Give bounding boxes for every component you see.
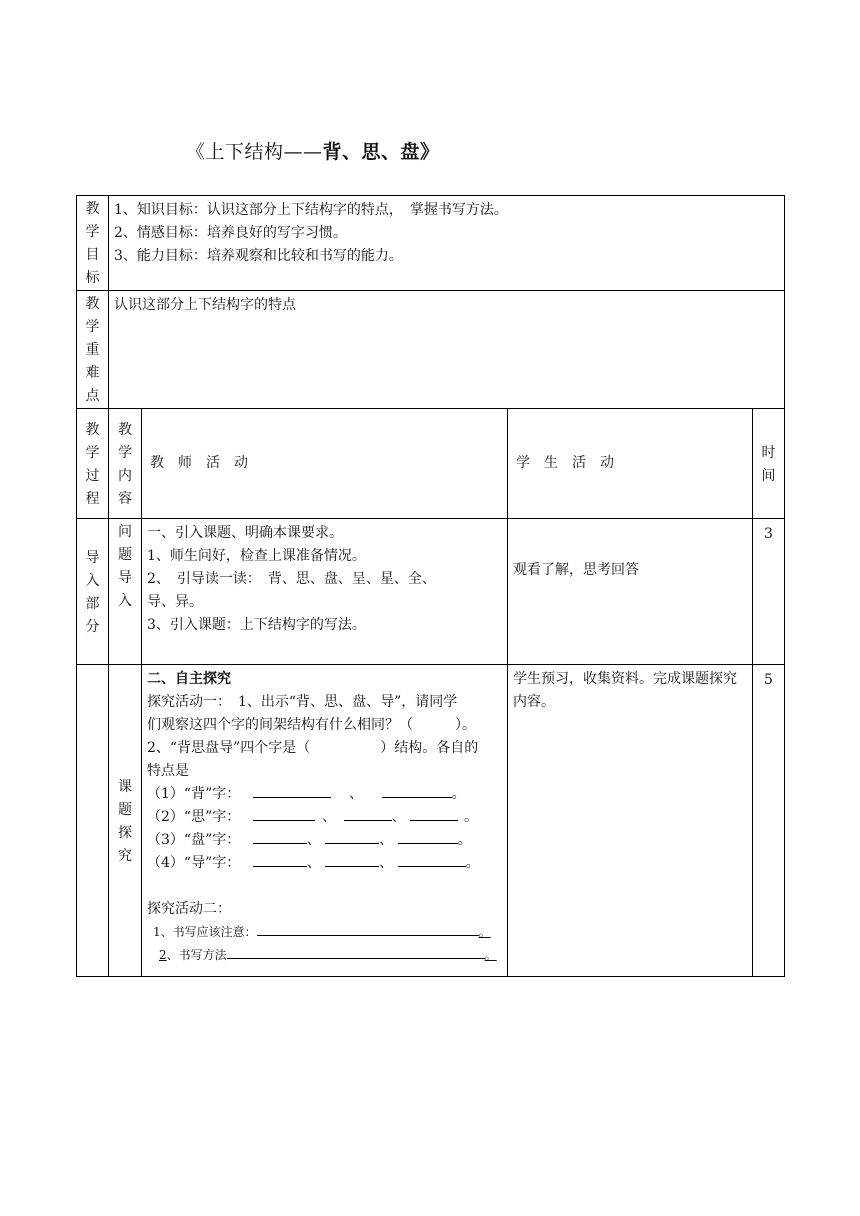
goal-line: 3、能力目标：培养观察和比较和书写的能力。 bbox=[114, 248, 403, 264]
feature-item: （1）“背”字： 、 。 bbox=[147, 783, 503, 806]
write-note-1: 1、书写应该注意： 。 bbox=[147, 921, 503, 944]
intro-line: 导、异。 bbox=[147, 594, 203, 610]
activity2-label: 探究活动二： bbox=[147, 901, 231, 917]
activity-line: 探究活动一： 1、出示“背、思、盘、导”，请同学 bbox=[147, 694, 458, 710]
intro-line: 1、师生问好，检查上课准备情况。 bbox=[147, 548, 366, 564]
explore-student-activity: 学生预习，收集资料。完成课题探究内容。 bbox=[508, 665, 753, 977]
key-points-content: 认识这部分上下结构字的特点 bbox=[109, 291, 785, 409]
intro-teacher-activity bbox=[142, 519, 508, 665]
explore-row bbox=[77, 665, 785, 977]
goals-label: 教 学 目 标 bbox=[77, 196, 109, 291]
process-label: 教 学 过 程 bbox=[77, 409, 109, 519]
explore-content-label: 课 题 探 究 bbox=[109, 665, 142, 977]
key-points-label: 教 学 重 难 点 bbox=[77, 291, 109, 409]
feature-item: （3）“盘”字： 、 、 。 bbox=[147, 829, 503, 852]
intro-line: 2、 引导读一读： 背、思、盘、呈、星、全、 bbox=[147, 571, 436, 587]
intro-student-activity: 观看了解，思考回答 bbox=[508, 519, 753, 665]
goal-line: 1、知识目标：认识这部分上下结构字的特点， 掌握书写方法。 bbox=[114, 202, 508, 218]
activity-line: 特点是 bbox=[147, 763, 189, 779]
intro-time: 3 bbox=[753, 519, 785, 665]
activity-line: 们观察这四个字的间架结构有什么相同？（ ）。 bbox=[147, 717, 476, 733]
feature-item: （2）“思”字： 、 、 。 bbox=[147, 806, 503, 829]
explore-teacher-activity bbox=[142, 665, 508, 977]
time-header: 时 间 bbox=[753, 409, 785, 519]
activity-line: 2、“背思盘导”四个字是（ ）结构。各自的 bbox=[147, 740, 479, 756]
intro-row bbox=[77, 519, 785, 665]
write-note-2: 2、书写方法 。 bbox=[147, 944, 503, 967]
explore-section-label bbox=[77, 665, 109, 977]
lesson-plan-table bbox=[76, 195, 785, 977]
explore-heading: 二、自主探究 bbox=[147, 671, 231, 687]
content-label: 教 学 内 容 bbox=[109, 409, 142, 519]
feature-item: （4）“导”字： 、 、 。 bbox=[147, 852, 503, 875]
intro-line: 3、引入课题：上下结构字的写法。 bbox=[147, 617, 366, 633]
intro-line: 一、引入课题、明确本课要求。 bbox=[147, 525, 343, 541]
goals-row bbox=[77, 196, 785, 291]
document-title: 《上下结构——背、思、盘》 bbox=[186, 141, 440, 163]
teacher-activity-header: 教 师 活 动 bbox=[142, 409, 508, 519]
intro-content-label: 问 题 导 入 bbox=[109, 519, 142, 665]
intro-section-label: 导 入 部 分 bbox=[77, 519, 109, 665]
goals-content bbox=[109, 196, 785, 291]
explore-time: 5 bbox=[753, 665, 785, 977]
process-header-row bbox=[77, 409, 785, 519]
student-activity-header: 学 生 活 动 bbox=[508, 409, 753, 519]
goal-line: 2、情感目标：培养良好的写字习惯。 bbox=[114, 225, 347, 241]
key-points-row bbox=[77, 291, 785, 409]
